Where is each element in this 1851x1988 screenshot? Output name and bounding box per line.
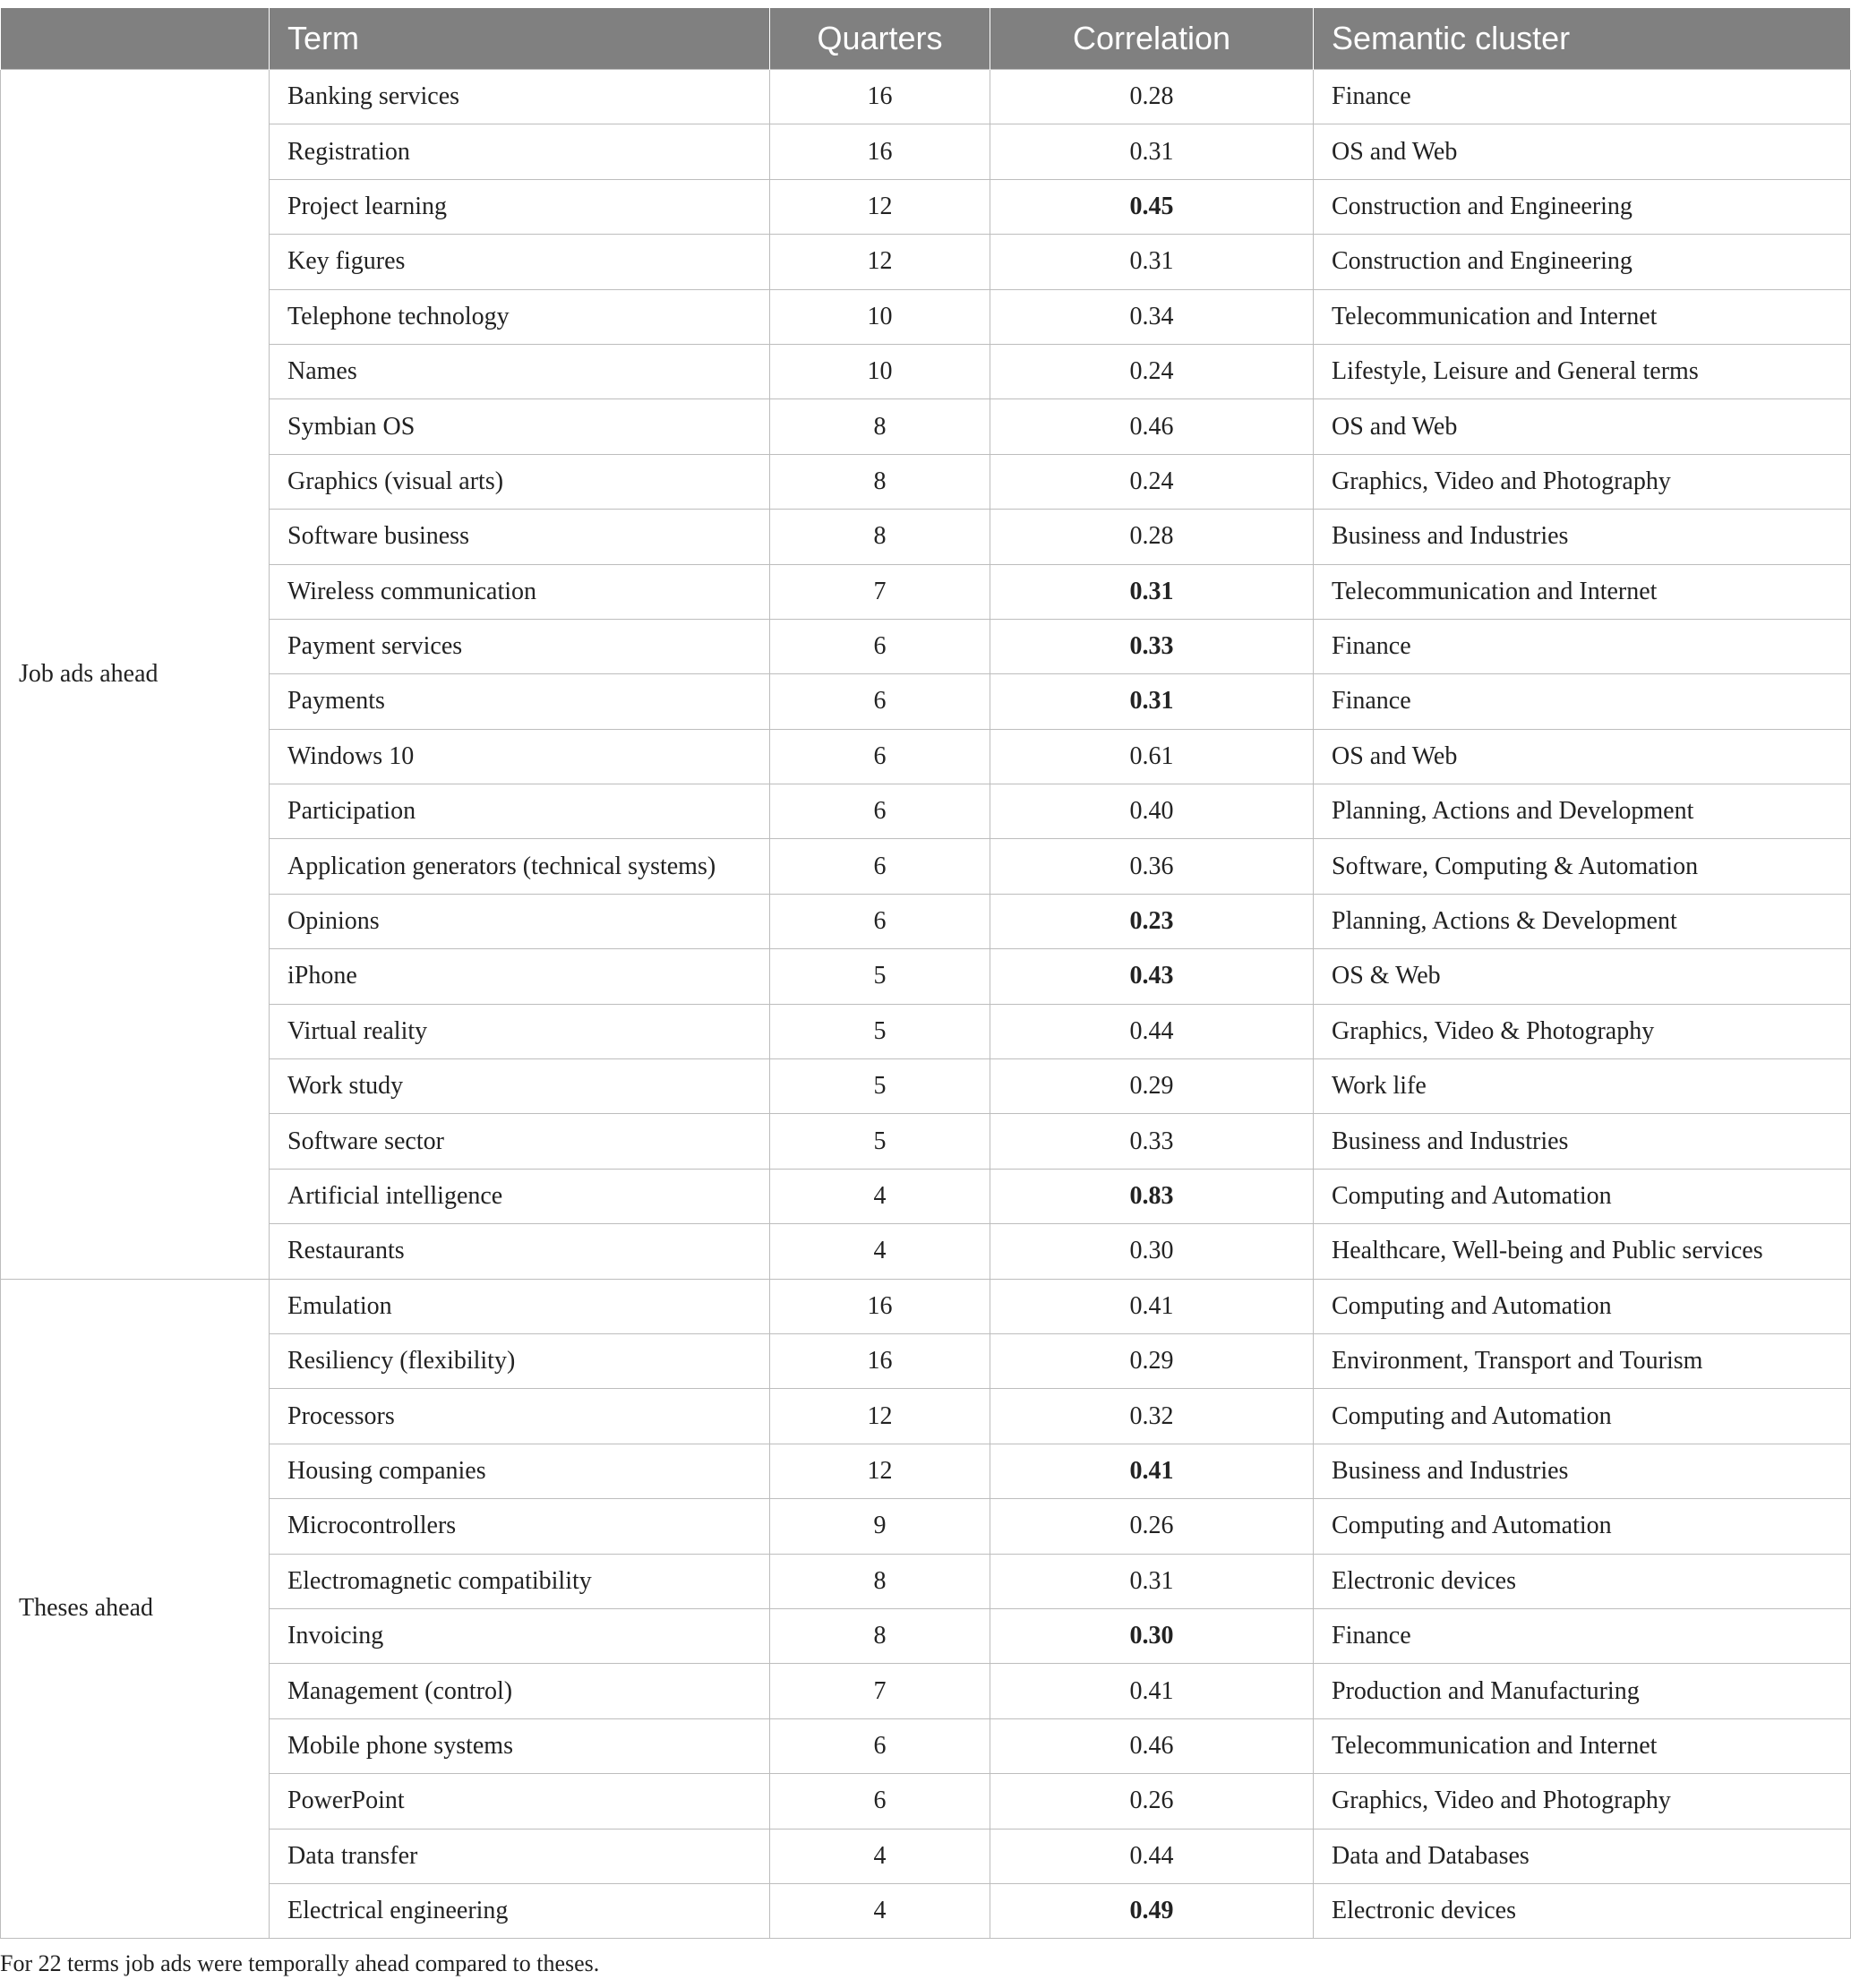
- term-cell: Mobile phone systems: [270, 1718, 770, 1773]
- term-cell: Project learning: [270, 179, 770, 234]
- table-row: [1, 674, 1851, 729]
- semantic-cluster-cell: Computing and Automation: [1314, 1279, 1851, 1333]
- correlation-cell: 0.44: [990, 1004, 1314, 1058]
- term-cell: Resiliency (flexibility): [270, 1333, 770, 1388]
- table-row: [1, 179, 1851, 234]
- term-cell: Software sector: [270, 1114, 770, 1169]
- correlation-cell: 0.44: [990, 1829, 1314, 1883]
- semantic-cluster-cell: OS and Web: [1314, 729, 1851, 784]
- semantic-cluster-cell: OS and Web: [1314, 399, 1851, 454]
- correlation-cell: 0.46: [990, 1718, 1314, 1773]
- correlation-cell: 0.28: [990, 510, 1314, 564]
- term-cell: Registration: [270, 124, 770, 179]
- correlation-cell: 0.29: [990, 1059, 1314, 1114]
- semantic-cluster-cell: Finance: [1314, 70, 1851, 124]
- correlation-cell: 0.30: [990, 1224, 1314, 1279]
- table-row: [1, 1444, 1851, 1498]
- quarters-cell: 8: [770, 454, 990, 509]
- term-cell: Graphics (visual arts): [270, 454, 770, 509]
- correlation-cell: 0.33: [990, 1114, 1314, 1169]
- term-cell: Artificial intelligence: [270, 1169, 770, 1223]
- semantic-cluster-cell: Business and Industries: [1314, 1114, 1851, 1169]
- table-row: [1, 1224, 1851, 1279]
- semantic-cluster-cell: Electronic devices: [1314, 1883, 1851, 1938]
- semantic-cluster-cell: Finance: [1314, 619, 1851, 673]
- term-cell: Banking services: [270, 70, 770, 124]
- semantic-cluster-cell: Graphics, Video and Photography: [1314, 1774, 1851, 1829]
- correlation-cell: 0.41: [990, 1664, 1314, 1718]
- correlation-cell: 0.31: [990, 1554, 1314, 1608]
- quarters-cell: 16: [770, 1333, 990, 1388]
- correlation-cell: 0.30: [990, 1608, 1314, 1663]
- semantic-cluster-cell: Finance: [1314, 674, 1851, 729]
- semantic-cluster-cell: OS and Web: [1314, 124, 1851, 179]
- term-cell: PowerPoint: [270, 1774, 770, 1829]
- table-row: [1, 124, 1851, 179]
- quarters-cell: 6: [770, 674, 990, 729]
- table-row: [1, 1774, 1851, 1829]
- quarters-cell: 16: [770, 70, 990, 124]
- term-cell: Emulation: [270, 1279, 770, 1333]
- term-cell: Telephone technology: [270, 289, 770, 344]
- semantic-cluster-cell: Electronic devices: [1314, 1554, 1851, 1608]
- term-cell: Software business: [270, 510, 770, 564]
- table-row: [1, 729, 1851, 784]
- correlation-cell: 0.26: [990, 1499, 1314, 1554]
- quarters-cell: 10: [770, 289, 990, 344]
- semantic-cluster-cell: Environment, Transport and Tourism: [1314, 1333, 1851, 1388]
- data-table: [0, 8, 1851, 1939]
- semantic-cluster-cell: Planning, Actions & Development: [1314, 894, 1851, 948]
- correlation-cell: 0.49: [990, 1883, 1314, 1938]
- semantic-cluster-cell: Data and Databases: [1314, 1829, 1851, 1883]
- quarters-cell: 10: [770, 344, 990, 398]
- header-quarters: Quarters: [770, 8, 990, 70]
- semantic-cluster-cell: Business and Industries: [1314, 1444, 1851, 1498]
- semantic-cluster-cell: Finance: [1314, 1608, 1851, 1663]
- header-correlation: Correlation: [990, 8, 1314, 70]
- quarters-cell: 6: [770, 894, 990, 948]
- table-row: [1, 1883, 1851, 1938]
- correlation-cell: 0.45: [990, 179, 1314, 234]
- quarters-cell: 6: [770, 619, 990, 673]
- term-cell: Symbian OS: [270, 399, 770, 454]
- table-row: [1, 1059, 1851, 1114]
- term-cell: Data transfer: [270, 1829, 770, 1883]
- table-row: [1, 1389, 1851, 1444]
- table-row: [1, 70, 1851, 124]
- correlation-cell: 0.28: [990, 70, 1314, 124]
- quarters-cell: 6: [770, 784, 990, 839]
- quarters-cell: 8: [770, 1608, 990, 1663]
- quarters-cell: 4: [770, 1829, 990, 1883]
- semantic-cluster-cell: Computing and Automation: [1314, 1169, 1851, 1223]
- table-row: [1, 784, 1851, 839]
- group-label: Theses ahead: [1, 1279, 270, 1939]
- correlation-cell: 0.46: [990, 399, 1314, 454]
- correlation-cell: 0.31: [990, 124, 1314, 179]
- quarters-cell: 8: [770, 510, 990, 564]
- term-cell: Microcontrollers: [270, 1499, 770, 1554]
- quarters-cell: 12: [770, 179, 990, 234]
- term-cell: Application generators (technical systems): [270, 839, 770, 894]
- semantic-cluster-cell: Business and Industries: [1314, 510, 1851, 564]
- group-label: Job ads ahead: [1, 70, 270, 1280]
- correlation-cell: 0.43: [990, 949, 1314, 1004]
- quarters-cell: 5: [770, 1114, 990, 1169]
- table-row: [1, 1718, 1851, 1773]
- table-row: [1, 454, 1851, 509]
- term-cell: Electrical engineering: [270, 1883, 770, 1938]
- table-row: [1, 1664, 1851, 1718]
- term-cell: Invoicing: [270, 1608, 770, 1663]
- header-semantic-cluster: Semantic cluster: [1314, 8, 1851, 70]
- correlation-cell: 0.33: [990, 619, 1314, 673]
- table-row: [1, 949, 1851, 1004]
- table-row: [1, 1004, 1851, 1058]
- semantic-cluster-cell: OS & Web: [1314, 949, 1851, 1004]
- quarters-cell: 5: [770, 949, 990, 1004]
- quarters-cell: 9: [770, 1499, 990, 1554]
- semantic-cluster-cell: Construction and Engineering: [1314, 235, 1851, 289]
- table-row: [1, 1499, 1851, 1554]
- table-row: [1, 1554, 1851, 1608]
- table-row: [1, 1169, 1851, 1223]
- quarters-cell: 7: [770, 564, 990, 619]
- correlation-cell: 0.31: [990, 674, 1314, 729]
- quarters-cell: 5: [770, 1004, 990, 1058]
- table-row: [1, 510, 1851, 564]
- correlation-cell: 0.24: [990, 344, 1314, 398]
- correlation-cell: 0.40: [990, 784, 1314, 839]
- table-row: [1, 1829, 1851, 1883]
- semantic-cluster-cell: Lifestyle, Leisure and General terms: [1314, 344, 1851, 398]
- correlation-cell: 0.23: [990, 894, 1314, 948]
- semantic-cluster-cell: Telecommunication and Internet: [1314, 564, 1851, 619]
- table-row: [1, 894, 1851, 948]
- correlation-cell: 0.83: [990, 1169, 1314, 1223]
- correlation-cell: 0.31: [990, 564, 1314, 619]
- table-row: [1, 619, 1851, 673]
- table-row: [1, 564, 1851, 619]
- semantic-cluster-cell: Construction and Engineering: [1314, 179, 1851, 234]
- quarters-cell: 6: [770, 1718, 990, 1773]
- quarters-cell: 12: [770, 235, 990, 289]
- quarters-cell: 7: [770, 1664, 990, 1718]
- semantic-cluster-cell: Production and Manufacturing: [1314, 1664, 1851, 1718]
- term-cell: Opinions: [270, 894, 770, 948]
- semantic-cluster-cell: Computing and Automation: [1314, 1389, 1851, 1444]
- quarters-cell: 6: [770, 839, 990, 894]
- quarters-cell: 12: [770, 1444, 990, 1498]
- semantic-cluster-cell: Computing and Automation: [1314, 1499, 1851, 1554]
- semantic-cluster-cell: Graphics, Video and Photography: [1314, 454, 1851, 509]
- term-cell: Electromagnetic compatibility: [270, 1554, 770, 1608]
- term-cell: Restaurants: [270, 1224, 770, 1279]
- quarters-cell: 8: [770, 399, 990, 454]
- table-row: [1, 344, 1851, 398]
- quarters-cell: 12: [770, 1389, 990, 1444]
- table-row: [1, 839, 1851, 894]
- correlation-cell: 0.41: [990, 1444, 1314, 1498]
- table-body: [1, 70, 1851, 1939]
- table-row: [1, 235, 1851, 289]
- semantic-cluster-cell: Graphics, Video & Photography: [1314, 1004, 1851, 1058]
- semantic-cluster-cell: Healthcare, Well-being and Public services: [1314, 1224, 1851, 1279]
- quarters-cell: 5: [770, 1059, 990, 1114]
- term-cell: Participation: [270, 784, 770, 839]
- table-row: [1, 399, 1851, 454]
- term-cell: Payments: [270, 674, 770, 729]
- header-term: Term: [270, 8, 770, 70]
- semantic-cluster-cell: Telecommunication and Internet: [1314, 1718, 1851, 1773]
- header-group: [1, 8, 270, 70]
- table-row: [1, 1114, 1851, 1169]
- correlation-cell: 0.32: [990, 1389, 1314, 1444]
- semantic-cluster-cell: Software, Computing & Automation: [1314, 839, 1851, 894]
- table-row: [1, 1333, 1851, 1388]
- term-cell: Work study: [270, 1059, 770, 1114]
- correlation-cell: 0.61: [990, 729, 1314, 784]
- correlation-cell: 0.24: [990, 454, 1314, 509]
- table-row: [1, 289, 1851, 344]
- term-cell: Names: [270, 344, 770, 398]
- term-cell: Virtual reality: [270, 1004, 770, 1058]
- term-cell: Payment services: [270, 619, 770, 673]
- correlation-cell: 0.26: [990, 1774, 1314, 1829]
- table-footnote: For 22 terms job ads were temporally ahead compared to theses.: [0, 1950, 600, 1976]
- term-cell: Key figures: [270, 235, 770, 289]
- quarters-cell: 4: [770, 1883, 990, 1938]
- semantic-cluster-cell: Telecommunication and Internet: [1314, 289, 1851, 344]
- correlation-cell: 0.41: [990, 1279, 1314, 1333]
- correlation-cell: 0.34: [990, 289, 1314, 344]
- term-cell: Management (control): [270, 1664, 770, 1718]
- term-cell: Processors: [270, 1389, 770, 1444]
- semantic-cluster-cell: Planning, Actions and Development: [1314, 784, 1851, 839]
- quarters-cell: 4: [770, 1224, 990, 1279]
- quarters-cell: 16: [770, 1279, 990, 1333]
- term-cell: iPhone: [270, 949, 770, 1004]
- term-cell: Wireless communication: [270, 564, 770, 619]
- term-cell: Housing companies: [270, 1444, 770, 1498]
- correlation-cell: 0.29: [990, 1333, 1314, 1388]
- quarters-cell: 6: [770, 1774, 990, 1829]
- quarters-cell: 4: [770, 1169, 990, 1223]
- quarters-cell: 8: [770, 1554, 990, 1608]
- table-row: [1, 1608, 1851, 1663]
- semantic-cluster-cell: Work life: [1314, 1059, 1851, 1114]
- term-cell: Windows 10: [270, 729, 770, 784]
- correlation-cell: 0.36: [990, 839, 1314, 894]
- quarters-cell: 6: [770, 729, 990, 784]
- table-row: [1, 1279, 1851, 1333]
- quarters-cell: 16: [770, 124, 990, 179]
- header-row: [1, 8, 1851, 70]
- correlation-cell: 0.31: [990, 235, 1314, 289]
